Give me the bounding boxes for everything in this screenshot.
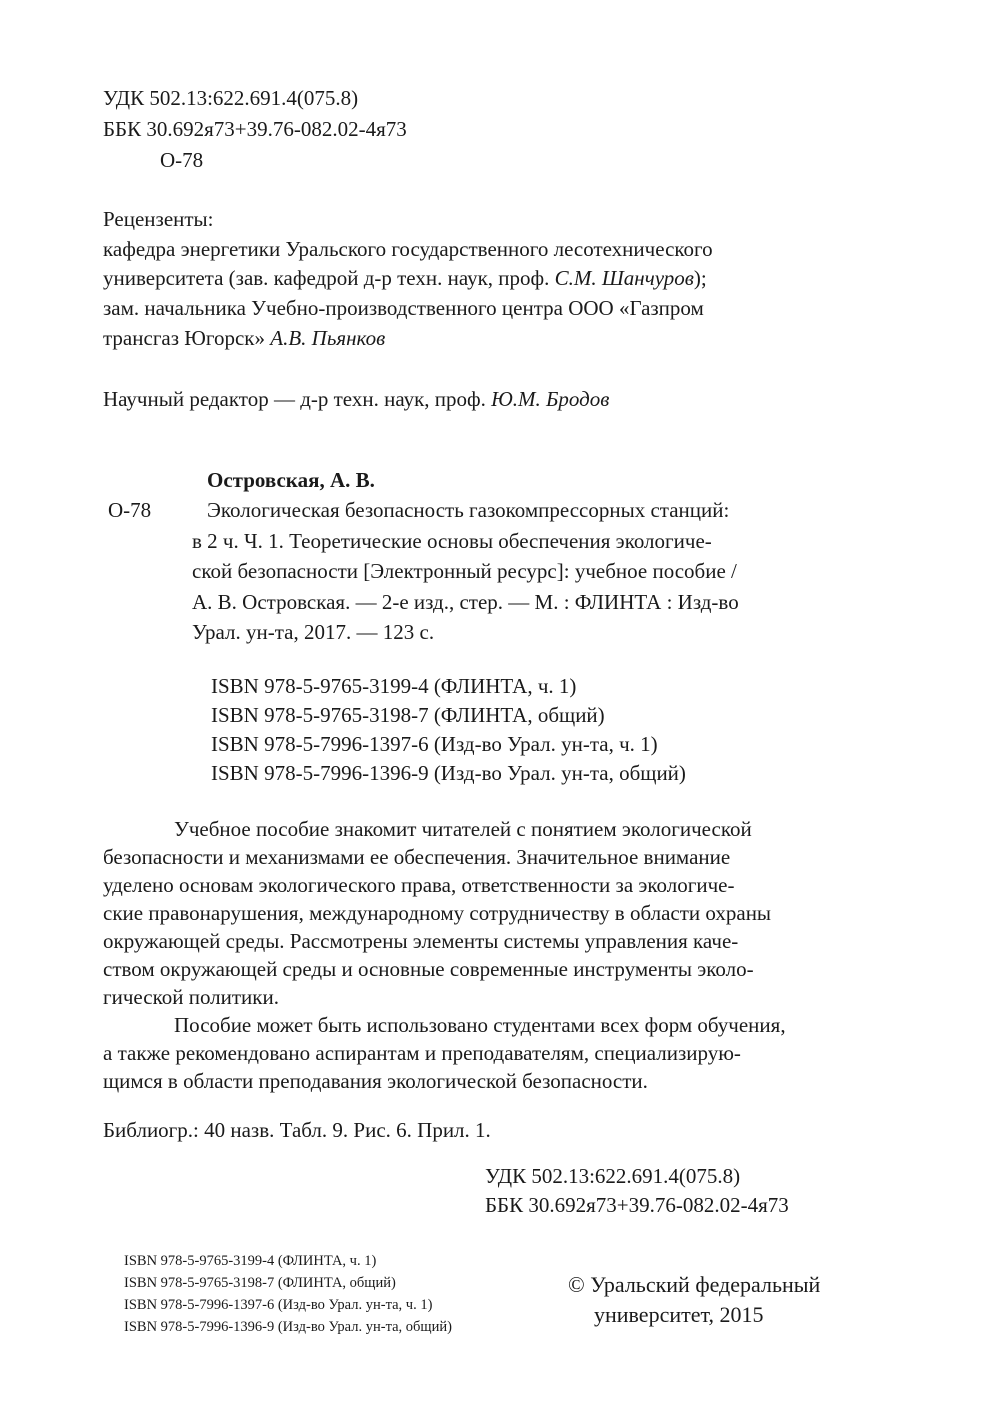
reviewer-1-name: С.М. Шанчуров (554, 266, 694, 290)
isbn-line: ISBN 978-5-9765-3199-4 (ФЛИНТА, ч. 1) (211, 674, 577, 698)
abstract-line: щимся в области преподавания экологической безопасности. (103, 1069, 648, 1093)
entry-line-1: Экологическая безопасность газокомпрессорных станций: (207, 498, 730, 522)
reviewer-1-line-1 (103, 235, 898, 264)
copyright-line-1: © Уральский федеральный (568, 1272, 821, 1297)
entry-line-2: в 2 ч. Ч. 1. Теоретические основы обеспечения экологиче- (192, 529, 712, 553)
footer-udk-code: УДК 502.13:622.691.4(075.8) (485, 1164, 741, 1188)
reviewer-1-line-2 (103, 264, 707, 293)
reviewer-1-text-3: ); (693, 266, 707, 290)
isbn-line: ISBN 978-5-7996-1396-9 (Изд-во Урал. ун-та, общий) (211, 761, 686, 785)
abstract-line: а также рекомендовано аспирантам и преподавателям, специализирую- (103, 1041, 741, 1065)
entry-mark: О-78 (108, 498, 152, 522)
editor-name: Ю.М. Бродов (491, 387, 610, 411)
reviewer-2-line-1: зам. начальника Учебно-производственного центра ООО «Газпром (103, 296, 704, 320)
footer-bbk-code: ББК 30.692я73+39.76-082.02-4я73 (485, 1193, 789, 1217)
footer-isbn-line: ISBN 978-5-7996-1397-6 (Изд-во Урал. ун-та, ч. 1) (124, 1297, 433, 1313)
bibliography-note: Библиогр.: 40 назв. Табл. 9. Рис. 6. Прил. 1. (103, 1118, 491, 1142)
abstract-line: Учебное пособие знакомит читателей с понятием экологической (174, 817, 752, 841)
isbn-line: ISBN 978-5-7996-1397-6 (Изд-во Урал. ун-та, ч. 1) (211, 732, 658, 756)
entry-author-heading: Островская, А. В. (207, 468, 375, 492)
footer-isbn-line: ISBN 978-5-9765-3199-4 (ФЛИНТА, ч. 1) (124, 1253, 377, 1269)
entry-line-4: А. В. Островская. — 2-е изд., стер. — М. : ФЛИНТА : Изд-во (192, 590, 739, 614)
footer-isbn-line: ISBN 978-5-9765-3198-7 (ФЛИНТА, общий) (124, 1275, 396, 1291)
reviewer-2-name: А.В. Пьянков (270, 326, 386, 350)
reviewer-2-text: трансгаз Югорск» (103, 326, 265, 350)
udk-code: УДК 502.13:622.691.4(075.8) (103, 86, 359, 110)
abstract-line: уделено основам экологического права, ответственности за экологиче- (103, 873, 735, 897)
scientific-editor (103, 385, 609, 414)
editor-prefix: Научный редактор — д-р техн. наук, проф. (103, 387, 486, 411)
copyright-line-2: университет, 2015 (594, 1302, 764, 1327)
entry-line-3: ской безопасности [Электронный ресурс]: учебное пособие / (192, 559, 737, 583)
footer-isbn-line: ISBN 978-5-7996-1396-9 (Изд-во Урал. ун-та, общий) (124, 1319, 452, 1335)
abstract-line: гической политики. (103, 985, 279, 1009)
abstract-line: ством окружающей среды и основные современные инструменты эколо- (103, 957, 754, 981)
abstract-line: окружающей среды. Рассмотрены элементы системы управления каче- (103, 929, 739, 953)
bbk-code: ББК 30.692я73+39.76-082.02-4я73 (103, 117, 407, 141)
reviewers-title: Рецензенты: (103, 207, 214, 231)
abstract-line: Пособие может быть использовано студентами всех форм обучения, (174, 1013, 786, 1037)
reviewer-1-text-1: кафедра энергетики Уральского государственного лесотехнического (103, 237, 713, 261)
reviewer-1-text-2: университета (зав. кафедрой д-р техн. наук, проф. (103, 266, 550, 290)
reviewer-2-line-2 (103, 324, 385, 353)
author-mark: О-78 (160, 148, 204, 172)
abstract-line: ские правонарушения, международному сотрудничеству в области охраны (103, 901, 772, 925)
abstract-line: безопасности и механизмами ее обеспечения. Значительное внимание (103, 845, 731, 869)
isbn-line: ISBN 978-5-9765-3198-7 (ФЛИНТА, общий) (211, 703, 605, 727)
entry-line-5: Урал. ун-та, 2017. — 123 с. (192, 620, 435, 644)
